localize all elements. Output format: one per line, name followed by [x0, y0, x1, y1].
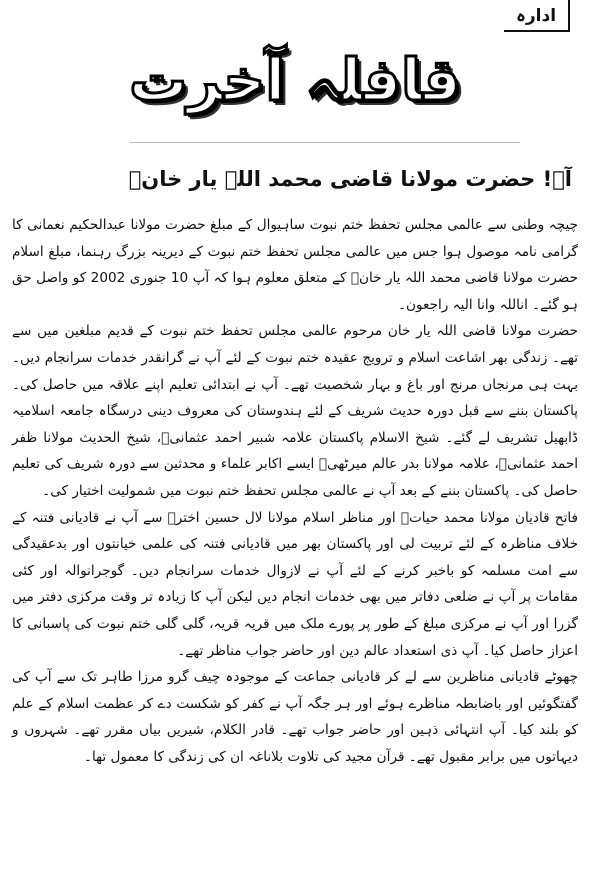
divider: [130, 142, 520, 143]
section-label: ادارہ: [504, 0, 570, 32]
paragraph: چیچہ وطنی سے عالمی مجلس تحفظ ختم نبوت ساہیوال کے مبلغ حضرت مولانا عبدالحکیم نعمانی کا گرامی نامہ موصول ہوا جس میں عالمی مجلس تحفظ ختم نبوت کے دیرینہ بزرگ رہنما، مبلغ اسلام حضرت مولانا قاضی محمد اللہ یار خانؒ کے متعلق معلوم ہوا کہ آپ 10 جنوری 2002 کو واصل حق ہو گئے۔ اناللہ وانا الیہ راجعون۔: [12, 217, 578, 313]
paragraph: حضرت مولانا قاضی اللہ یار خان مرحوم عالمی مجلس تحفظ ختم نبوت کے قدیم مبلغین میں سے تھے۔ زندگی بھر اشاعت اسلام و ترویج عقیدہ ختم نبوت کے لئے آپ نے گرانقدر خدمات سرانجام دیں۔ بہت ہی مرنجاں مرنج اور باغ و بہار شخصیت تھے۔ آپ نے ابتدائی تعلیم اپنے علاقہ میں حاصل کی۔ پاکستان بننے سے قبل دورہ حدیث شریف کے لئے ہندوستان کی معروف دینی درسگاہ جامعہ اسلامیہ ڈابھیل تشریف لے گئے۔ شیخ الاسلام پاکستان علامہ شبیر احمد عثمانیؒ، شیخ الحدیث مولانا ظفر احمد عثمانیؒ، علامہ مولانا بدر عالم میرٹھیؒ ایسے اکابر علماء و محدثین سے دورہ شریف کی تعلیم حاصل کی۔ پاکستان بننے کے بعد آپ نے عالمی مجلس تحفظ ختم نبوت میں شمولیت اختیار کی۔: [12, 323, 578, 499]
article-body: [12, 212, 578, 770]
paragraph: فاتح قادیان مولانا محمد حیاتؒ اور مناظر اسلام مولانا لال حسین اخترؒ سے آپ نے قادیانی فتنہ کے خلاف مناظرہ کے لئے تربیت لی اور پاکستان بھر میں قادیانی فتنہ کی علمی خیانتوں اور بدعقیدگی سے امت مسلمہ کو باخبر کرنے کے لئے آپ نے لازوال خدمات سرانجام دیں۔ گوجرانوالہ اور کئی مقامات پر آپ نے ضلعی دفاتر میں بھی خدمات انجام دیں لیکن آپ کا زیادہ تر وقت مرکزی دفتر میں گزرا اور آپ نے مرکزی مبلغ کے طور پر پورے ملک میں قریہ قریہ، گلی گلی ختم نبوت کی پاسبانی کا اعزاز حاصل کیا۔ آپ ذی استعداد عالم دین اور حاضر جواب مناظر تھے۔: [12, 509, 578, 659]
paragraph: چھوٹے قادیانی مناظرین سے لے کر قادیانی جماعت کے موجودہ چیف گرو مرزا طاہر تک سے آپ کی گفتگوئیں اور باضابطہ مناظرے ہوئے اور ہر جگہ آپ نے کفر کو شکست دے کر عظمت اسلام کے علم کو بلند کیا۔ آپ انتہائی ذہین اور حاضر جواب تھے۔ قادر الکلام، شیریں بیاں مقرر تھے۔ شہروں و دیہاتوں میں برابر مقبول تھے۔ قرآن مجید کی تلاوت بلاناغہ ان کی زندگی کا معمول تھا۔: [12, 669, 578, 765]
article-headline: آہ! حضرت مولانا قاضی محمد اللہ یار خانؒ: [128, 167, 572, 191]
masthead: [0, 30, 590, 130]
masthead-title: قافلہ آخرت: [129, 46, 461, 114]
